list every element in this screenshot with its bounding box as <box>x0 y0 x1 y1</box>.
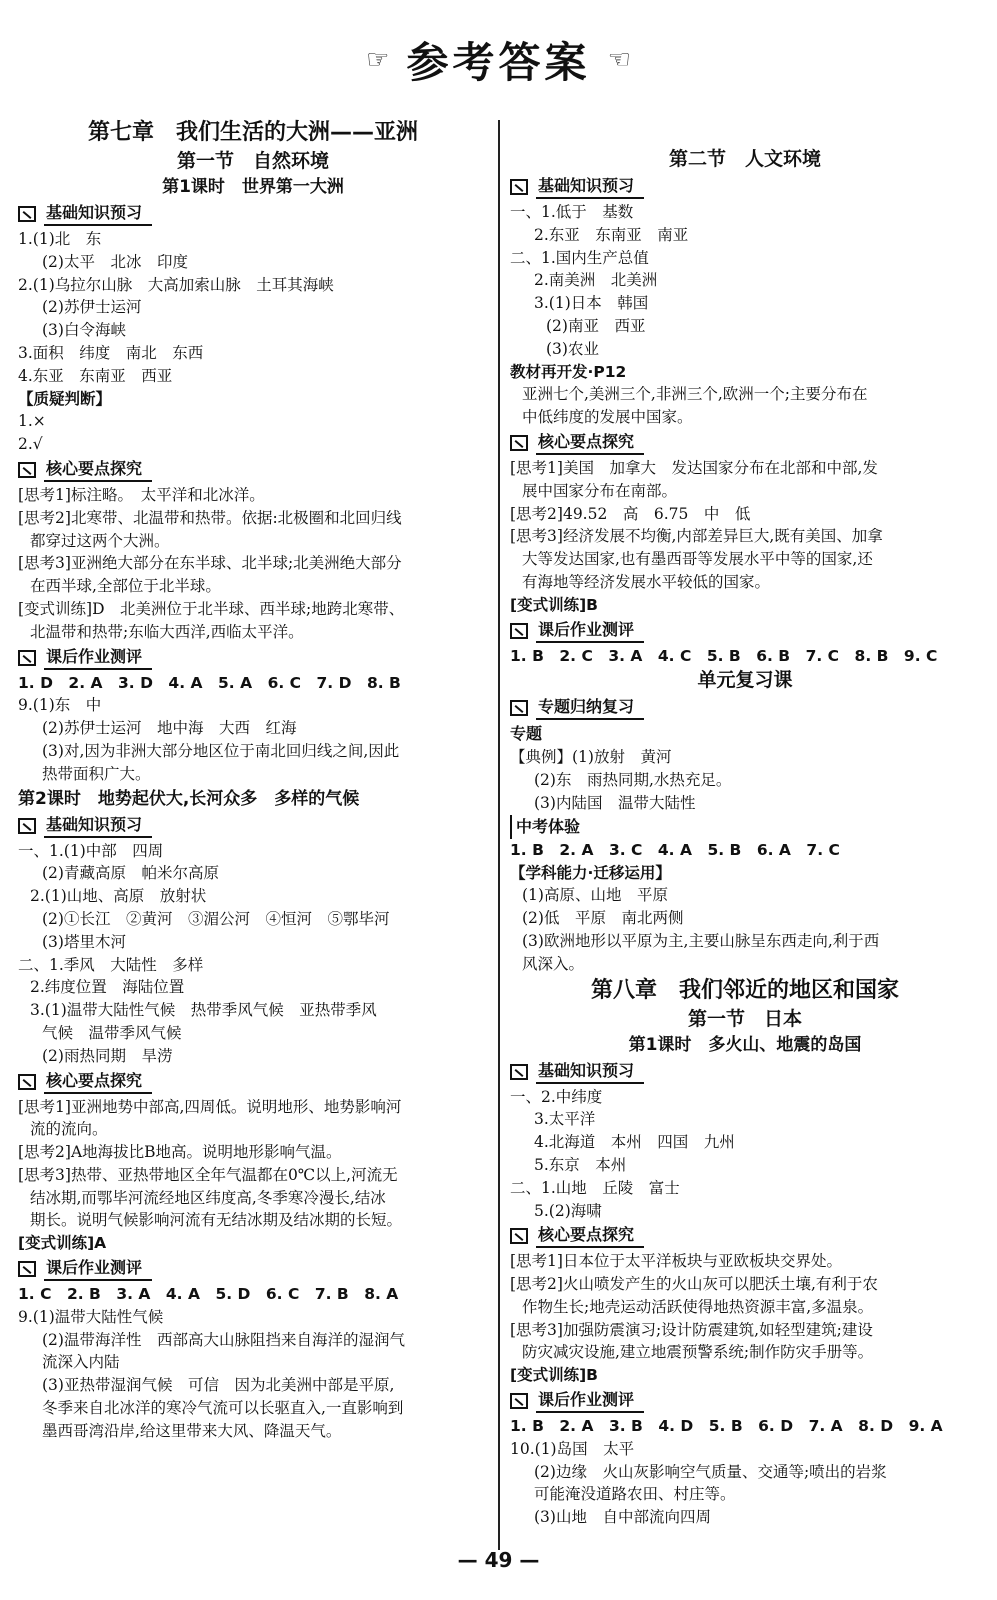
answer-line: (2)苏伊士运河 <box>42 298 142 317</box>
answer-line: 10.(1)岛国 太平 <box>510 1439 635 1458</box>
answer-line: 4.东亚 东南亚 西亚 <box>18 366 173 385</box>
answer-line: 冬季来自北冰洋的寒冷气流可以长驱直入,一直影响到 <box>42 1399 404 1418</box>
answer-line: 流的流向。 <box>30 1120 108 1139</box>
answer-line: 2.(1)山地、高原 放射状 <box>30 887 207 906</box>
jiaocai-heading: 教材再开发·P12 <box>510 362 627 381</box>
answer-line: 作物生长;地壳运动活跃使得地热资源丰富,多温泉。 <box>522 1297 874 1316</box>
pen-box-icon <box>18 650 36 666</box>
answer-line: [思考1]亚洲地势中部高,四周低。说明地形、地势影响河 <box>18 1097 402 1116</box>
pen-box-icon <box>18 818 36 834</box>
section-8-1-title: 第一节 日本 <box>687 1007 802 1030</box>
answer-line: 期长。说明气候影响河流有无结冰期及结冰期的长短。 <box>30 1211 403 1230</box>
answer-line: 防灾减灾设施,建立地震预警系统;制作防灾手册等。 <box>522 1343 874 1362</box>
choice-answers: 1. B 2. A 3. C 4. A 5. B 6. A 7. C <box>510 840 840 859</box>
answer-line: 二、1.山地 丘陵 富士 <box>510 1178 680 1197</box>
lesson-1-title: 第1课时 世界第一大洲 <box>162 177 344 197</box>
section-2-title: 第二节 人文环境 <box>668 148 821 170</box>
choice-answers: 1. B 2. A 3. B 4. D 5. B 6. D 7. A 8. D 9. A <box>510 1417 943 1436</box>
zhongkao-heading: 中考体验 <box>510 815 980 839</box>
block-header: 专题归纳复习 <box>510 695 980 721</box>
answer-line: (2)南亚 西亚 <box>546 316 646 335</box>
answer-line: 9.(1)温带大陆性气候 <box>18 1307 164 1326</box>
page-header <box>0 30 997 90</box>
answer-line: 亚洲七个,美洲三个,非洲三个,欧洲一个;主要分布在 <box>522 385 868 404</box>
block-header: 基础知识预习 <box>18 813 488 839</box>
answer-line: [思考3]加强防震演习;设计防震建筑,如轻型建筑;建设 <box>510 1320 873 1339</box>
block-header: 基础知识预习 <box>18 201 488 227</box>
block-header: 基础知识预习 <box>510 1059 980 1085</box>
answer-line: (3)内陆国 温带大陆性 <box>534 793 696 812</box>
page-title: 参考答案 <box>406 38 591 87</box>
xueke-heading: 【学科能力·迁移运用】 <box>510 863 671 882</box>
pen-box-icon <box>510 435 528 451</box>
answer-line: 一、1.低于 基数 <box>510 203 634 221</box>
answer-line: (3)农业 <box>546 339 599 358</box>
answer-line: (1)高原、山地 平原 <box>522 886 668 905</box>
hand-left-icon: ☞ <box>366 45 390 75</box>
answer-line: 都穿过这两个大洲。 <box>30 531 170 550</box>
answer-line: [思考3]亚洲绝大部分在东半球、北半球;北美洲绝大部分 <box>18 554 402 573</box>
answer-line: 9.(1)东 中 <box>18 696 102 715</box>
answer-line: 流深入内陆 <box>42 1353 120 1372</box>
answer-line: 气候 温带季风气候 <box>42 1023 182 1042</box>
zhuanti-heading: 专题 <box>510 724 543 744</box>
block-header: 核心要点探究 <box>18 1069 488 1095</box>
answer-line: (2)低 平原 南北两侧 <box>522 909 684 928</box>
answer-line: [思考1]标注略。 太平洋和北冰洋。 <box>18 485 265 504</box>
answer-line: (3)欧洲地形以平原为主,主要山脉呈东西走向,利于西 <box>522 931 880 950</box>
pen-box-icon <box>510 1393 528 1409</box>
pen-box-icon <box>18 1074 36 1090</box>
answer-line: 在西半球,全部位于北半球。 <box>30 577 221 596</box>
answer-line: [思考2]北寒带、北温带和热带。依据:北极圈和北回归线 <box>18 508 402 527</box>
hand-right-icon: ☜ <box>607 45 631 75</box>
block-header: 课后作业测评 <box>510 618 980 644</box>
answer-line: 3.(1)日本 韩国 <box>534 294 649 313</box>
answer-line: 1.(1)北 东 <box>18 230 102 248</box>
answer-line: 4.北海道 本州 四国 九州 <box>534 1133 735 1152</box>
block-header: 基础知识预习 <box>510 174 980 200</box>
answer-line: 二、1.季风 大陆性 多样 <box>18 955 204 974</box>
answer-line: [思考3]热带、亚热带地区全年气温都在0℃以上,河流无 <box>18 1165 398 1184</box>
answer-line: (2)雨热同期 旱涝 <box>42 1046 173 1065</box>
answer-line: 2.纬度位置 海陆位置 <box>30 978 185 997</box>
answer-line: (2)边缘 火山灰影响空气质量、交通等;喷出的岩浆 <box>534 1462 887 1481</box>
answer-line: (3)白令海峡 <box>42 321 126 340</box>
answer-line: 3.太平洋 <box>534 1110 596 1129</box>
answer-line: 5.东京 本州 <box>534 1155 627 1174</box>
answer-line: (2)青藏高原 帕米尔高原 <box>42 864 219 883</box>
block-header: 核心要点探究 <box>510 1223 980 1249</box>
answer-line: 二、1.国内生产总值 <box>510 248 649 267</box>
answer-line: 3.(1)温带大陆性气候 热带季风气候 亚热带季风 <box>30 1001 377 1020</box>
answer-line: (2)太平 北冰 印度 <box>42 252 188 271</box>
zhiyi-heading: 【质疑判断】 <box>18 389 112 408</box>
answer-line: 墨西哥湾沿岸,给这里带来大风、降温天气。 <box>42 1421 342 1440</box>
block-header: 课后作业测评 <box>18 1256 488 1282</box>
pen-box-icon <box>18 1261 36 1277</box>
answer-line: 2.东亚 东南亚 南亚 <box>534 225 689 244</box>
pen-box-icon <box>510 623 528 639</box>
answer-line: [思考1]美国 加拿大 发达国家分布在北部和中部,发 <box>510 458 878 477</box>
choice-answers: 1. D 2. A 3. D 4. A 5. A 6. C 7. D 8. B <box>18 673 401 692</box>
answer-line: 大等发达国家,也有墨西哥等发展水平中等的国家,还 <box>522 550 873 569</box>
left-column <box>18 118 488 1443</box>
answer-line: 2.南美洲 北美洲 <box>534 271 658 290</box>
answer-line: 结冰期,而鄂毕河流经地区纬度高,冬季寒冷漫长,结冰 <box>30 1188 386 1207</box>
answer-line: (3)对,因为非洲大部分地区位于南北回归线之间,因此 <box>42 741 400 760</box>
block-header: 核心要点探究 <box>510 430 980 456</box>
choice-answers: 1. B 2. C 3. A 4. C 5. B 6. B 7. C 8. B 9. C <box>510 646 938 665</box>
choice-answers: 1. C 2. B 3. A 4. A 5. D 6. C 7. B 8. A <box>18 1285 399 1304</box>
lesson-8-1-title: 第1课时 多火山、地震的岛国 <box>628 1034 862 1055</box>
answer-line: 展中国家分布在南部。 <box>522 481 678 500</box>
chapter-8-title: 第八章 我们邻近的地区和国家 <box>590 977 899 1003</box>
answer-line: 一、2.中纬度 <box>510 1087 603 1106</box>
answer-line: (2)东 雨热同期,水热充足。 <box>534 771 732 790</box>
answer-line: [思考3]经济发展不均衡,内部差异巨大,既有美国、加拿 <box>510 527 883 546</box>
answer-line: 有海地等经济发展水平较低的国家。 <box>522 572 771 591</box>
unit-review-title: 单元复习课 <box>697 669 793 692</box>
block-header: 课后作业测评 <box>18 645 488 671</box>
answer-line: [思考1]日本位于太平洋板块与亚欧板块交界处。 <box>510 1252 842 1271</box>
answer-line: [变式训练]B <box>510 1366 598 1385</box>
answer-line: 【典例】(1)放射 黄河 <box>510 748 672 767</box>
section-1-title: 第一节 自然环境 <box>176 150 329 172</box>
lesson-2-title: 第2课时 地势起伏大,长河众多 多样的气候 <box>18 788 360 809</box>
answer-line: [变式训练]B <box>510 595 598 614</box>
pen-box-icon <box>510 1228 528 1244</box>
answer-line: (2)温带海洋性 西部高大山脉阻挡来自海洋的湿润气 <box>42 1330 405 1349</box>
pen-box-icon <box>510 1064 528 1080</box>
answer-line: 2.(1)乌拉尔山脉 大高加索山脉 土耳其海峡 <box>18 275 334 294</box>
answer-line: [思考2]火山喷发产生的火山灰可以肥沃土壤,有利于农 <box>510 1275 878 1294</box>
answer-line: [变式训练]D 北美洲位于北半球、西半球;地跨北寒带、 <box>18 599 405 618</box>
answer-line: 热带面积广大。 <box>42 764 151 783</box>
answer-line: 一、1.(1)中部 四周 <box>18 841 164 860</box>
block-header: 核心要点探究 <box>18 457 488 483</box>
page-number: — 49 — <box>457 1548 540 1572</box>
answer-line: [思考2]49.52 高 6.75 中 低 <box>510 504 751 523</box>
answer-line: [变式训练]A <box>18 1234 107 1253</box>
column-divider <box>498 120 500 1550</box>
answer-line: 中低纬度的发展中国家。 <box>522 408 693 427</box>
answer-line: [思考2]A地海拔比B地高。说明地形影响气温。 <box>18 1143 342 1162</box>
pen-box-icon <box>18 462 36 478</box>
chapter-7-title: 第七章 我们生活的大洲——亚洲 <box>87 120 418 145</box>
pen-box-icon <box>18 206 36 222</box>
answer-line: 3.面积 纬度 南北 东西 <box>18 343 204 362</box>
answer-line: 北温带和热带;东临大西洋,西临太平洋。 <box>30 622 304 641</box>
answer-line: (3)塔里木河 <box>42 932 126 951</box>
answer-line: 1.× <box>18 412 46 431</box>
answer-line: (3)山地 自中部流向四周 <box>534 1508 711 1527</box>
pen-box-icon <box>510 179 528 195</box>
block-header: 课后作业测评 <box>510 1388 980 1414</box>
answer-line: 2.√ <box>18 435 43 454</box>
answer-line: (3)亚热带湿润气候 可信 因为北美洲中部是平原, <box>42 1376 395 1395</box>
answer-line: 风深入。 <box>522 954 585 973</box>
answer-line: 可能淹没道路农田、村庄等。 <box>534 1485 736 1504</box>
answer-line: 5.(2)海啸 <box>534 1201 602 1220</box>
answer-line: (2)①长江 ②黄河 ③湄公河 ④恒河 ⑤鄂毕河 <box>42 909 390 928</box>
right-column <box>510 146 980 1529</box>
pen-box-icon <box>510 700 528 716</box>
answer-line: (2)苏伊士运河 地中海 大西 红海 <box>42 719 297 738</box>
